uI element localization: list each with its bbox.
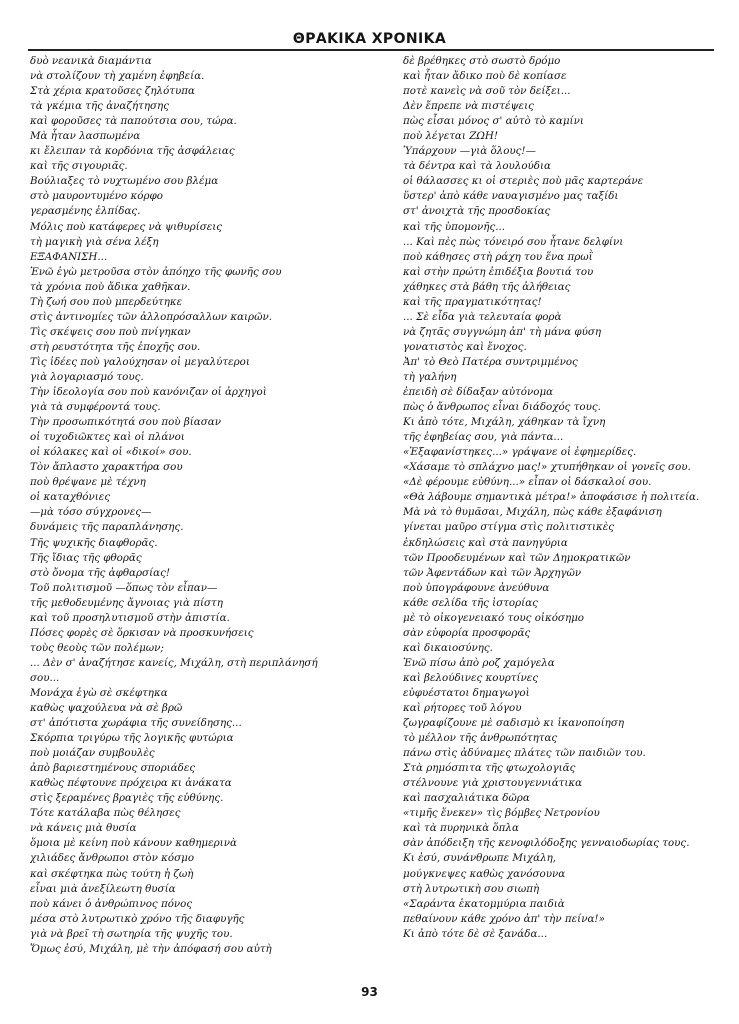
poem-line: Τῆς ψυχικῆς διαφθορᾶς. <box>30 536 158 549</box>
poem-line: οἱ κόλακες καὶ οἱ «δικοί» σου. <box>30 446 192 459</box>
poem-line: Τὴ ζωή σου ποὺ μπερδεύτηκε <box>30 295 183 308</box>
poem-line: νὰ κάνεις μιὰ θυσία <box>30 822 137 835</box>
poem-line: τὴ γαλήνη <box>403 370 457 383</box>
running-header-title: ΘΡΑΚΙΚΑ ΧΡΟΝΙΚΑ <box>292 31 447 47</box>
poem-line: δυὸ νεανικὰ διαμάντια <box>30 55 152 67</box>
poem-line: Τὶς ἰδέες ποὺ γαλούχησαν οἱ μεγαλύτεροι <box>30 355 250 368</box>
poem-line: νὰ στολίζουν τὴ χαμένη ἐφηβεία. <box>30 70 205 83</box>
right-text-column <box>403 54 723 942</box>
poem-line: ποὺ κάθησες στὴ ράχη του ἕνα πρωῒ <box>403 250 593 263</box>
poem-line: Κι ἐσύ, συνάνθρωπε Μιχάλη, <box>403 852 557 865</box>
poem-line: τὰ δέντρα καὶ τὰ λουλούδια <box>403 160 551 173</box>
poem-line: καὶ τῆς πραγματικότητας! <box>403 295 542 308</box>
poem-line: ποὺ λέγεται ΖΩΗ! <box>403 130 498 143</box>
poem-line: πάνω στὶς ἀδύναμες πλάτες τῶν παιδιῶν του. <box>403 747 646 760</box>
poem-line: καὶ ρήτορες τοῦ λόγου <box>403 702 522 715</box>
poem-line: καὶ τὰ πυρηνικὰ ὅπλα <box>403 822 519 835</box>
poem-line: καὶ βελούδινες κουρτίνες <box>403 671 539 684</box>
poem-line: Σκόρπια τριγύρω τῆς λογικῆς φυτώρια <box>30 732 234 745</box>
poem-line: Τὶς σκέψεις σου ποὺ πνίγηκαν <box>30 325 191 338</box>
poem-line: Μονάχα ἐγὼ σὲ σκέφτηκα <box>30 686 168 699</box>
poem-line: χάθηκες στὰ βάθη τῆς ἀλήθειας <box>403 280 571 293</box>
poem-line: Ὅμως ἐσύ, Μιχάλη, μὲ τὴν ἀπόφασή σου αὐτὴ <box>30 942 272 955</box>
poem-line: τὸ μέλλον τῆς ἀνθρωπότητας <box>403 732 558 745</box>
left-text-column <box>30 54 360 957</box>
poem-line: μούγκνεψες καθὼς χανόσουνα <box>403 867 566 880</box>
poem-line: Πόσες φορὲς σὲ ὅρκισαν νὰ προσκυνήσεις <box>30 626 254 639</box>
poem-line: καὶ πασχαλιάτικα δῶρα <box>403 792 530 805</box>
poem-line: ποτὲ κανεὶς νὰ σοῦ τὸν δείξει... <box>403 85 571 98</box>
poem-line: στὴ λυτρωτικὴ σου σιωπὴ <box>403 882 540 895</box>
poem-line: ὅμοια μὲ κείνη ποὺ κάνουν καθημερινὰ <box>30 837 237 850</box>
poem-line: «Δὲ φέρουμε εὐθύνη...» εἶπαν οἱ δάσκαλοί σου. <box>403 476 652 489</box>
poem-line: Δὲν ἔπρεπε νὰ πιστέψεις <box>403 100 534 113</box>
poem-line: καὶ τοῦ προσηλυτισμοῦ στὴν ἀπιστία. <box>30 611 230 624</box>
poem-line: ποὺ μοιάζαν συμβουλὲς <box>30 747 155 760</box>
poem-line: «Ἐξαφανίστηκες...» γράψανε οἱ ἐφημερίδες. <box>403 446 637 459</box>
poem-line: δυνάμεις τῆς παραπλάνησης. <box>30 521 184 534</box>
poem-line: ποὺ θρέψανε μὲ τέχνη <box>30 476 146 489</box>
poem-line: καὶ φοροῦσες τὰ παπούτσια σου, τώρα. <box>30 115 237 128</box>
poem-line: γερασμένης ἐλπίδας. <box>30 205 141 218</box>
poem-line: Στὰ χέρια κρατοῦσες ζηλότυπα <box>30 85 195 98</box>
poem-line: «Σαράντα ἑκατομμύρια παιδιὰ <box>403 897 565 910</box>
poem-line: στὴ ρευστότητα τῆς ἐποχῆς σου. <box>30 340 201 353</box>
poem-line: Κι ἀπὸ τότε, Μιχάλη, χάθηκαν τὰ ἴχνη <box>403 416 606 429</box>
poem-line: πὼς εἶσαι μόνος σ' αὐτὸ τὸ καμίνι <box>403 115 584 128</box>
poem-line: ἐπειδὴ σὲ δίδαξαν αὐτόνομα <box>403 386 554 399</box>
poem-line: χιλιάδες ἄνθρωποι στὸν κόσμο <box>30 852 195 865</box>
poem-line: ΕΞΑΦΑΝΙΣΗ... <box>30 250 108 263</box>
poem-line: —μὰ τόσο σύγχρονες— <box>30 506 152 519</box>
poem-line: Ἐνῶ ἐγὼ μετροῦσα στὸν ἀπόηχο τῆς φωνῆς σου <box>30 265 282 278</box>
poem-line: γονατιστὸς καὶ ἔνοχος. <box>403 340 527 353</box>
poem-line: Ὑπάρχουν —γιὰ ὅλους!— <box>403 145 536 158</box>
poem-line: Τοῦ πολιτισμοῦ —ὅπως τὸν εἶπαν— <box>30 581 218 594</box>
poem-line: στὶς ἀντινομίες τῶν ἀλλοπρόσαλλων καιρῶν. <box>30 310 273 323</box>
poem-line: τὰ γκέμια τῆς ἀναζήτησης <box>30 100 169 113</box>
poem-line: γιὰ λογαριασμό τους. <box>30 370 144 383</box>
poem-line: Μὰ νὰ τὸ θυμᾶσαι, Μιχάλη, πὼς κάθε ἐξαφάνιση <box>403 506 662 519</box>
poem-line: ... Δὲν σ' ἀναζήτησε κανείς, Μιχάλη, στὴ περιπλάνησή <box>30 656 318 669</box>
poem-line: Ἐνῶ πίσω ἀπὸ ροζ χαμόγελα <box>403 656 555 669</box>
poem-line: ποὺ κάνει ὁ ἀνθρώπινος πόνος <box>30 897 193 910</box>
poem-line: κάθε σελίδα τῆς ἱστορίας <box>403 596 538 609</box>
poem-line: Τὴν προσωπικότητά σου ποὺ βίασαν <box>30 416 222 429</box>
poem-line: ... Καὶ πὲς πὼς τόνειρό σου ἦτανε δελφίνι <box>403 235 624 248</box>
header-rule <box>28 49 714 51</box>
poem-line: Ἀπ' τὸ Θεὸ Πατέρα συντριμμένος <box>403 355 578 368</box>
poem-line: Τότε κατάλαβα πὼς θέλησες <box>30 807 181 820</box>
poem-line: καὶ σκέφτηκα πὼς τούτη ἡ ζωὴ <box>30 867 194 880</box>
poem-line: τῶν Ἀφεντάδων καὶ τῶν Ἀρχηγῶν <box>403 566 582 579</box>
poem-line: Βούλιαξες τὸ νυχτωμένο σου βλέμα <box>30 175 219 188</box>
poem-line: ὕστερ' ἀπὸ κάθε ναυαγισμένο μας ταξίδι <box>403 190 619 203</box>
poem-line: δὲ βρέθηκες στὸ σωστὸ δρόμο <box>403 55 561 67</box>
poem-line: τοὺς θεοὺς τῶν πολέμων; <box>30 641 164 654</box>
poem-line: οἱ θάλασσες κι οἱ στεριὲς ποὺ μᾶς καρτεράνε <box>403 175 644 188</box>
poem-line: «Χάσαμε τὸ σπλάχνο μας!» χτυπήθηκαν οἱ γονεῖς σου. <box>403 461 691 474</box>
poem-line: εἶναι μιὰ ἀνεξίλεωτη θυσία <box>30 882 176 895</box>
poem-line: οἱ καταχθόνιες <box>30 491 111 504</box>
poem-line: ποὺ ὑπογράφουνε ἀνεύθυνα <box>403 581 550 594</box>
poem-line: Στὰ ρημόσπιτα τῆς φτωχολογιᾶς <box>403 762 576 775</box>
poem-line: στὸ ὄνομα τῆς ἀφθαρσίας! <box>30 566 170 579</box>
poem-line: στ' ἀνοιχτὰ τῆς προσδοκίας <box>403 205 551 218</box>
poem-line: «Θὰ λάβουμε σημαντικὰ μέτρα!» ἀποφάσισε ἡ πολιτεία. <box>403 491 700 504</box>
poem-line: τὰ χρόνια ποὺ ἄδικα χαθῆκαν. <box>30 280 191 293</box>
poem-line: καὶ δικαιοσύνης. <box>403 641 493 654</box>
poem-line: εὐφυέστατοι δημαγωγοὶ <box>403 686 530 699</box>
poem-line: Μὰ ἦταν λασπωμένα <box>30 130 141 143</box>
poem-line: καὶ ἦταν ἄδικο ποὺ δὲ κοπίασε <box>403 70 567 83</box>
poem-line: μέσα στὸ λυτρωτικὸ χρόνο τῆς διαφυγῆς <box>30 912 245 925</box>
poem-line: Μόλις ποὺ κατάφερες νὰ ψιθυρίσεις <box>30 220 223 233</box>
poem-line: τῆς ἐφηβείας σου, γιὰ πάντα... <box>403 431 564 444</box>
poem-line: στέλνουνε γιὰ χριστουγεννιάτικα <box>403 777 583 790</box>
poem-line: Τὴν ἰδεολογία σου ποὺ κανόνιζαν οἱ ἀρχηγοὶ <box>30 386 267 399</box>
poem-line: γιὰ τὰ συμφέροντά τους. <box>30 401 161 414</box>
poem-line: καθὼς ψαχούλευα νὰ σὲ βρῶ <box>30 702 183 715</box>
poem-line: «τιμῆς ἕνεκεν» τὶς βόμβες Νετρονίου <box>403 807 600 820</box>
poem-line: πὼς ὁ ἄνθρωπος εἶναι διάδοχός τους. <box>403 401 601 414</box>
poem-line: τῶν Προοδευμένων καὶ τῶν Δημοκρατικῶν <box>403 551 631 564</box>
poem-line: ἀπὸ βαριεστημένους σποριάδες <box>30 762 196 775</box>
poem-line: σὰν εὐφορία προσφορᾶς <box>403 626 531 639</box>
poem-line: μὲ τὸ οἰκογενειακό τους οἰκόσημο <box>403 611 584 624</box>
poem-line: καὶ τῆς ὑπομονῆς... <box>403 220 506 233</box>
poem-line: ζωγραφίζουνε μὲ σαδισμὸ κι ἱκανοποίηση <box>403 717 625 730</box>
poem-line: οἱ τυχοδιῶκτες καὶ οἱ πλάνοι <box>30 431 185 444</box>
poem-line: τὴ μαγικὴ γιὰ σένα λέξη <box>30 235 159 248</box>
poem-line: σου... <box>30 671 60 684</box>
poem-line: ἐκδηλώσεις καὶ στὰ πανηγύρια <box>403 536 568 549</box>
poem-line: Τῆς ἴδιας τῆς φθορᾶς <box>30 551 142 564</box>
poem-line: πεθαίνουν κάθε χρόνο ἀπ' τὴν πείνα!» <box>403 912 605 925</box>
poem-line: γίνεται μαῦρο στίγμα στὶς πολιτιστικὲς <box>403 521 615 534</box>
poem-line: νὰ ζητᾶς συγγνώμη ἀπ' τὴ μάνα φύση <box>403 325 602 338</box>
poem-line: στ' ἀπότιστα χωράφια τῆς συνείδησης... <box>30 717 242 730</box>
poem-line: γιὰ νὰ βρεῖ τὴ σωτηρία τῆς ψυχῆς του. <box>30 927 233 940</box>
poem-line: σὰν ἀπόδειξη τῆς κενοφιλόδοξης γενναιοδωρίας τους. <box>403 837 690 850</box>
poem-line: Κι ἀπὸ τότε δὲ σὲ ξανάδα... <box>403 927 548 940</box>
poem-line: καθὼς πέφτουνε πρόχειρα κι ἀνάκατα <box>30 777 232 790</box>
poem-line: καὶ τῆς σιγουριᾶς. <box>30 160 128 173</box>
poem-line: Τὸν ἄπλαστο χαρακτήρα σου <box>30 461 183 474</box>
poem-line: κι ἔλειπαν τὰ κορδόνια τῆς ἀσφάλειας <box>30 145 235 158</box>
poem-line: ... Σὲ εἶδα γιὰ τελευταία φορὰ <box>403 310 562 323</box>
poem-line: τῆς μεθοδευμένης ἄγνοιας γιὰ πίστη <box>30 596 223 609</box>
poem-line: στὶς ξεραμένες βραγιὲς τῆς εὐθύνης. <box>30 792 224 805</box>
poem-line: στὸ μαυροντυμένο κόρφο <box>30 190 163 203</box>
page-number: 93 <box>361 985 378 999</box>
poem-line: καὶ στὴν πρώτη ἐπιδέξια βουτιά του <box>403 265 594 278</box>
